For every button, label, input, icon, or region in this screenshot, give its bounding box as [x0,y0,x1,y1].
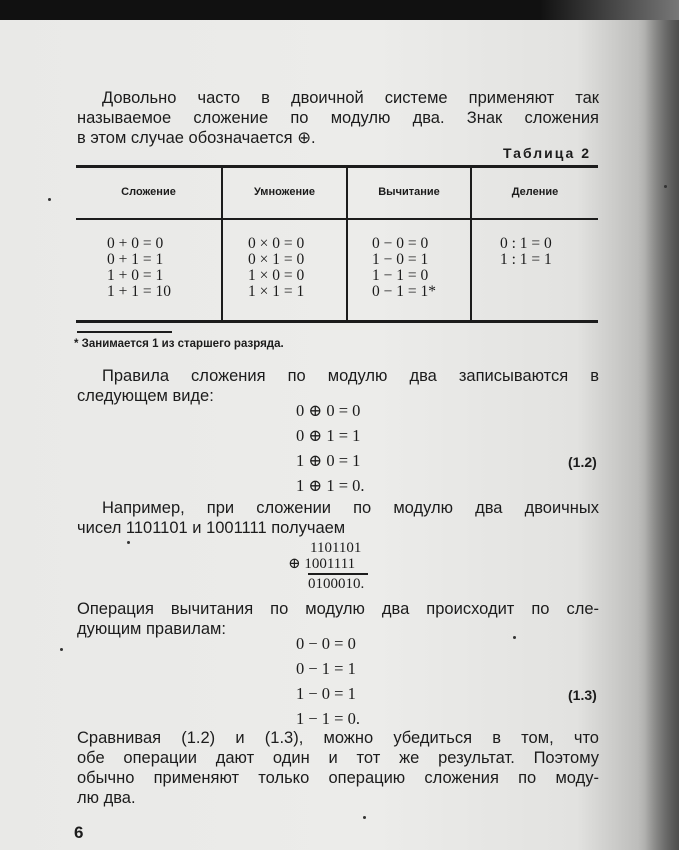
conclusion-line: обе операции дают один и тот же результат. Поэтому [77,749,599,767]
subtraction-intro-line: Операция вычитания по модулю два происходит по сле- [77,600,599,618]
equation-line: 0 − 1 = 1 [296,659,356,678]
table-cell: 0 × 1 = 0 [248,251,305,268]
page-number: 6 [74,823,84,842]
calc-operand-b: 1001111 [304,556,356,572]
calc-sign: ⊕ [288,556,301,572]
equation-line: 1 − 1 = 0. [296,709,360,728]
operations-table [76,165,598,323]
table-caption: Таблица 2 [502,145,591,161]
rules-intro-line: следующем виде: [77,387,214,405]
table-cell: 0 : 1 = 0 [500,235,552,252]
intro-line: называемое сложение по модулю два. Знак сложения [77,109,599,127]
conclusion-line: Сравнивая (1.2) и (1.3), можно убедиться в том, что [77,729,599,747]
example-line: чисел 1101101 и 1001111 получаем [77,519,346,537]
equation-line: 0 ⊕ 0 = 0 [296,401,361,420]
scan-binding-shadow [645,20,679,850]
example-paragraph [77,498,599,538]
subtraction-intro-line: дующим правилам: [77,620,226,638]
table-header-addition: Сложение [121,186,176,198]
table-header-multiplication: Умножение [254,186,315,198]
scan-speck [127,541,130,544]
equation-line: 0 − 0 = 0 [296,634,356,653]
table-cell: 1 : 1 = 1 [500,251,552,268]
table-cell: 1 − 0 = 1 [372,251,429,268]
conclusion-paragraph [77,728,599,808]
table-cell: 1 + 0 = 1 [107,267,164,284]
table-column-division [500,236,552,268]
table-header-division: Деление [511,186,559,198]
table-footnote: * Занимается 1 из старшего разряда. [74,338,284,350]
equation-line: 0 ⊕ 1 = 1 [296,426,361,445]
conclusion-line: обычно применяют только операцию сложения по моду- [77,769,599,787]
table-cell: 0 + 1 = 1 [107,251,164,268]
table-header-rule [76,218,598,220]
calc-operand-b-row [288,556,368,572]
equation-line: 1 ⊕ 0 = 1 [296,451,361,470]
table-cell: 0 − 1 = 1* [372,283,436,300]
table-cell: 0 − 0 = 0 [372,235,429,252]
scan-speck [363,816,366,819]
footnote-rule [77,331,172,333]
intro-line: в этом случае обозначается ⊕. [77,129,316,147]
conclusion-line: лю два. [77,789,136,807]
table-column-addition [107,236,171,300]
table-cell: 1 + 1 = 10 [107,283,171,300]
scan-speck [513,636,516,639]
scan-speck [664,185,667,188]
calc-operand-a: 1101101 [310,540,362,556]
scan-speck [48,198,51,201]
calc-result: 0100010. [308,575,365,592]
calc-rule [308,573,368,575]
intro-line: Довольно часто в двоичной системе применяют так [102,89,599,107]
table-cell: 1 × 0 = 0 [248,267,305,284]
equation-label: (1.2) [568,454,597,470]
table-column-subtraction [372,236,436,300]
rules-intro-line: Правила сложения по модулю два записываются в [102,367,599,385]
table-cell: 0 × 0 = 0 [248,235,305,252]
table-cell: 1 − 1 = 0 [372,267,429,284]
table-cell: 0 + 0 = 0 [107,235,164,252]
table-column-multiplication [248,236,304,300]
equation-label: (1.3) [568,687,597,703]
example-line: Например, при сложении по модулю два двоичных [102,499,599,517]
scan-top-edge-fade [540,0,679,20]
table-header-subtraction: Вычитание [378,186,440,198]
equation-line: 1 ⊕ 1 = 0. [296,476,365,495]
binary-addition-example [288,540,368,592]
equation-line: 1 − 0 = 1 [296,684,356,703]
intro-paragraph [77,88,599,148]
scan-speck [60,648,63,651]
table-cell: 1 × 1 = 1 [248,283,305,300]
